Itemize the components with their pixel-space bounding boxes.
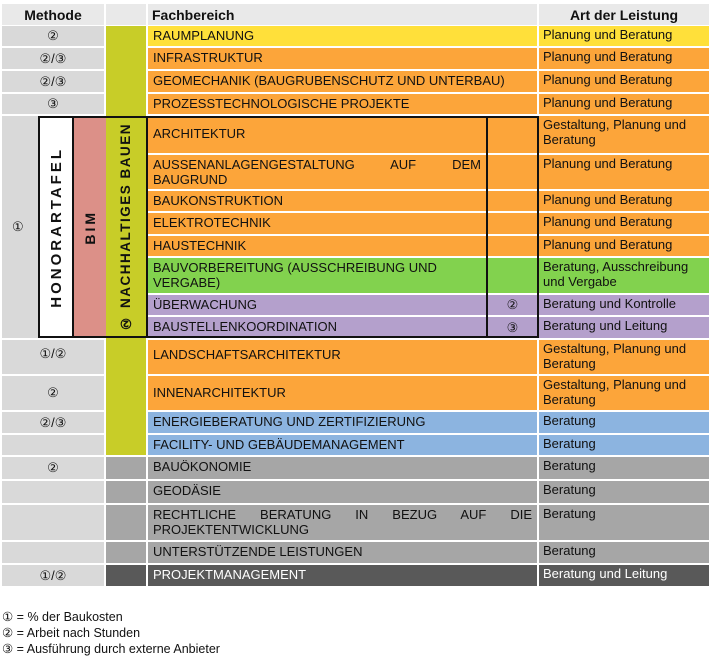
fachbereich-text: ARCHITEKTUR — [153, 126, 246, 141]
art-text: Beratung — [543, 543, 596, 558]
art-text: Beratung — [543, 413, 596, 428]
art-text: Beratung und Leitung — [543, 318, 668, 333]
fachbereich-text: INNENARCHITEKTUR — [153, 385, 286, 400]
methode-value: ② — [47, 460, 59, 475]
fachbereich-text: PROJEKTENTWICKLUNG — [153, 522, 310, 537]
art-cell — [539, 236, 709, 256]
fachbereich-text: BAUVORBEREITUNG (AUSSCHREIBUNG UND VERGABE) — [153, 260, 437, 290]
art-text: Planung und Beratung — [543, 214, 673, 229]
fachbereich-text: INFRASTRUKTUR — [153, 50, 263, 65]
art-cell — [539, 542, 709, 563]
fachbereich-cell — [148, 505, 537, 540]
header-spacer — [106, 4, 146, 25]
methode-cell — [2, 505, 104, 540]
fachbereich-text: GEODÄSIE — [153, 483, 221, 498]
art-cell — [539, 48, 709, 69]
fachbereich-cell — [148, 94, 537, 114]
fachbereich-text: PROZESSTECHNOLOGISCHE PROJEKTE — [153, 96, 410, 111]
header-fachbereich-label: Fachbereich — [152, 6, 235, 23]
fachbereich-text: GEOMECHANIK (BAUGRUBENSCHUTZ UND UNTERBAU) — [153, 73, 505, 88]
spacer-cell — [106, 565, 146, 586]
art-text: Planung und Beratung — [543, 192, 673, 207]
art-text: Beratung und Kontrolle — [543, 296, 676, 311]
header-art-label: Art der Leistung — [569, 6, 679, 23]
bracket-line — [104, 336, 148, 338]
spacer-cell — [106, 542, 146, 563]
fachbereich-text: ELEKTROTECHNIK — [153, 215, 271, 230]
extra-method: ③ — [506, 319, 519, 335]
methode-value: ① — [12, 219, 24, 234]
art-text: Planung und Beratung — [543, 237, 673, 252]
methode-cell — [2, 481, 104, 503]
spacer-cell — [106, 457, 146, 479]
header-fachbereich — [148, 4, 537, 25]
art-text: Gestaltung, Planung und Beratung — [543, 117, 687, 147]
methode-cell — [2, 412, 104, 433]
methode-cell — [2, 542, 104, 563]
group-frame-divider — [486, 116, 488, 338]
methode-cell — [2, 376, 104, 410]
art-cell — [539, 191, 709, 211]
art-cell — [539, 71, 709, 92]
bim-text: BIM — [82, 209, 98, 245]
methode-value: ② — [47, 28, 59, 43]
art-cell — [539, 565, 709, 586]
art-cell — [539, 116, 709, 153]
fachbereich-text: ÜBERWACHUNG — [153, 297, 258, 312]
art-text: Planung und Beratung — [543, 49, 673, 64]
bracket-line — [104, 116, 148, 118]
methode-value: ①/② — [39, 346, 67, 361]
methode-cell — [2, 94, 104, 114]
art-text: Planung und Beratung — [543, 27, 673, 42]
art-cell — [539, 317, 709, 338]
spacer-cell — [106, 505, 146, 540]
fachbereich-text: RECHTLICHE BERATUNG IN BEZUG AUF DIE — [153, 507, 532, 522]
methode-cell — [2, 48, 104, 69]
fachbereich-cell — [148, 435, 537, 455]
nachhaltiges-bauen-circle: ② — [118, 313, 133, 331]
art-cell — [539, 94, 709, 114]
art-text: Beratung — [543, 482, 596, 497]
fachbereich-cell — [148, 457, 537, 479]
methode-value: ②/③ — [39, 414, 67, 430]
fachbereich-cell — [148, 481, 537, 503]
fachbereich-text: RAUMPLANUNG — [153, 28, 255, 43]
legend-item — [2, 641, 220, 656]
art-text: Gestaltung, Planung und Beratung — [543, 341, 687, 371]
nachhaltiges-bauen-label — [106, 116, 146, 338]
legend-item — [2, 625, 140, 640]
legend-item — [2, 609, 123, 624]
fachbereich-cell — [148, 542, 537, 563]
art-cell — [539, 376, 709, 410]
art-text: Beratung und Leitung — [543, 566, 668, 581]
legend-text: ③ = Ausführung durch externe Anbieter — [2, 642, 220, 656]
art-text: Beratung — [543, 458, 596, 473]
fachbereich-cell — [148, 376, 537, 410]
fachbereich-text: PROJEKTMANAGEMENT — [153, 567, 307, 582]
art-text: Planung und Beratung — [543, 72, 673, 87]
methode-cell — [2, 565, 104, 586]
art-cell — [539, 340, 709, 374]
fachbereich-text: LANDSCHAFTSARCHITEKTUR — [153, 347, 341, 362]
art-cell — [539, 457, 709, 479]
fachbereich-text: FACILITY- UND GEBÄUDEMANAGEMENT — [153, 437, 405, 452]
fachbereich-text: UNTERSTÜTZENDE LEISTUNGEN — [153, 544, 363, 559]
art-cell — [539, 435, 709, 455]
honorartafel-label — [38, 116, 74, 338]
fachbereich-cell — [148, 340, 537, 374]
fachbereich-cell — [148, 71, 537, 92]
art-text: Gestaltung, Planung und Beratung — [543, 377, 687, 407]
art-cell — [539, 155, 709, 189]
bim-label — [74, 116, 106, 338]
methode-value: ② — [47, 385, 59, 400]
methode-value: ②/③ — [39, 73, 67, 89]
methode-cell — [2, 457, 104, 479]
legend-text: ① = % der Baukosten — [2, 610, 123, 624]
methode-value: ③ — [47, 96, 59, 111]
fachbereich-cell — [148, 565, 537, 586]
art-cell — [539, 26, 709, 46]
art-text: Beratung — [543, 436, 596, 451]
methode-cell — [2, 26, 104, 46]
methode-cell — [2, 71, 104, 92]
nachhaltiges-bauen-text: NACHHALTIGES BAUEN — [118, 123, 133, 309]
art-cell — [539, 258, 709, 293]
extra-method: ② — [506, 297, 519, 312]
art-cell — [539, 412, 709, 433]
fachbereich-text: HAUSTECHNIK — [153, 238, 247, 253]
fachbereich-cell — [148, 412, 537, 433]
fachbereich-cell — [148, 26, 537, 46]
art-cell — [539, 295, 709, 315]
fachbereich-text: AUSSENANLAGENGESTALTUNG AUF DEM — [153, 157, 481, 172]
art-cell — [539, 505, 709, 540]
art-cell — [539, 481, 709, 503]
group-frame — [146, 116, 539, 338]
fachbereich-text: ENERGIEBERATUNG UND ZERTIFIZIERUNG — [153, 414, 426, 429]
methode-cell — [2, 340, 104, 374]
fachbereich-text: BAUGRUND — [153, 172, 228, 187]
art-cell — [539, 213, 709, 234]
fachbereich-cell — [148, 48, 537, 69]
spacer-cell — [106, 481, 146, 503]
art-text: Beratung, Ausschreibung und Vergabe — [543, 259, 689, 289]
methode-cell — [2, 435, 104, 455]
header-art — [539, 4, 709, 25]
header-methode-label: Methode — [24, 6, 82, 23]
fachbereich-text: BAUSTELLENKOORDINATION — [153, 319, 337, 334]
legend-text: ② = Arbeit nach Stunden — [2, 626, 141, 640]
art-text: Planung und Beratung — [543, 95, 673, 110]
honorartafel-text: HONORARTAFEL — [47, 146, 65, 308]
art-text: Beratung — [543, 506, 596, 521]
header-methode — [2, 4, 104, 25]
methode-value: ①/② — [39, 567, 67, 583]
methode-value: ②/③ — [39, 50, 67, 66]
fachbereich-text: BAUÖKONOMIE — [153, 459, 252, 474]
fachbereich-text: BAUKONSTRUKTION — [153, 193, 284, 208]
art-text: Planung und Beratung — [543, 156, 673, 171]
